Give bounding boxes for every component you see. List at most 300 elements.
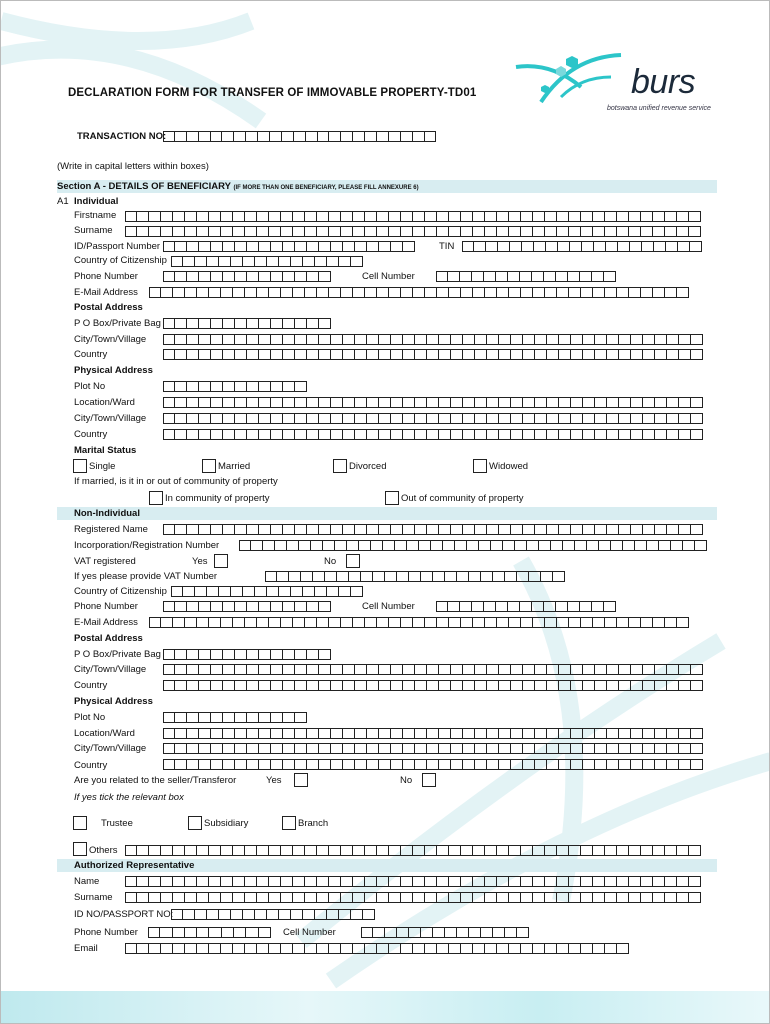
char-box[interactable] — [185, 226, 197, 237]
char-box[interactable] — [187, 601, 199, 612]
char-box[interactable] — [221, 845, 233, 856]
char-box[interactable] — [557, 211, 569, 222]
char-box[interactable] — [535, 664, 547, 675]
char-box[interactable] — [403, 397, 415, 408]
char-box[interactable] — [691, 413, 703, 424]
char-box[interactable] — [607, 413, 619, 424]
char-box[interactable] — [258, 131, 270, 142]
char-box[interactable] — [517, 927, 529, 938]
char-box[interactable] — [222, 927, 234, 938]
char-box[interactable] — [607, 759, 619, 770]
char-box[interactable] — [183, 586, 195, 597]
char-box[interactable] — [259, 413, 271, 424]
char-box[interactable] — [289, 571, 301, 582]
char-box[interactable] — [329, 892, 341, 903]
char-box[interactable] — [259, 349, 271, 360]
char-box[interactable] — [279, 909, 291, 920]
char-box[interactable] — [391, 429, 403, 440]
char-box[interactable] — [497, 876, 509, 887]
char-box[interactable] — [137, 876, 149, 887]
char-box[interactable] — [451, 429, 463, 440]
char-box[interactable] — [307, 524, 319, 535]
char-box[interactable] — [475, 334, 487, 345]
char-box[interactable] — [353, 211, 365, 222]
char-box[interactable] — [283, 397, 295, 408]
char-box[interactable] — [163, 664, 175, 675]
char-box[interactable] — [281, 287, 293, 298]
char-box[interactable] — [607, 349, 619, 360]
char-box[interactable] — [533, 287, 545, 298]
char-box[interactable] — [361, 571, 373, 582]
char-box[interactable] — [539, 540, 551, 551]
char-box[interactable] — [319, 601, 331, 612]
char-box[interactable] — [163, 743, 175, 754]
char-box[interactable] — [521, 617, 533, 628]
char-box[interactable] — [593, 226, 605, 237]
char-box[interactable] — [619, 743, 631, 754]
char-box[interactable] — [271, 601, 283, 612]
char-box[interactable] — [689, 845, 701, 856]
char-box[interactable] — [497, 845, 509, 856]
char-box[interactable] — [307, 680, 319, 691]
char-box[interactable] — [211, 664, 223, 675]
char-box[interactable] — [355, 397, 367, 408]
others-checkbox[interactable] — [73, 842, 87, 856]
char-box[interactable] — [583, 728, 595, 739]
char-box[interactable] — [293, 845, 305, 856]
char-box[interactable] — [617, 287, 629, 298]
char-box[interactable] — [617, 892, 629, 903]
char-box[interactable] — [583, 524, 595, 535]
char-box[interactable] — [295, 524, 307, 535]
char-box[interactable] — [425, 617, 437, 628]
surname-boxes[interactable] — [125, 226, 701, 237]
char-box[interactable] — [377, 876, 389, 887]
char-box[interactable] — [581, 226, 593, 237]
char-box[interactable] — [641, 617, 653, 628]
char-box[interactable] — [415, 680, 427, 691]
char-box[interactable] — [401, 131, 413, 142]
char-box[interactable] — [484, 601, 496, 612]
char-box[interactable] — [317, 226, 329, 237]
char-box[interactable] — [353, 876, 365, 887]
related-yes-checkbox[interactable] — [294, 773, 308, 787]
char-box[interactable] — [307, 601, 319, 612]
char-box[interactable] — [403, 524, 415, 535]
char-box[interactable] — [431, 540, 443, 551]
char-box[interactable] — [533, 876, 545, 887]
char-box[interactable] — [509, 876, 521, 887]
char-box[interactable] — [367, 413, 379, 424]
char-box[interactable] — [689, 211, 701, 222]
char-box[interactable] — [295, 318, 307, 329]
char-box[interactable] — [331, 429, 343, 440]
char-box[interactable] — [137, 943, 149, 954]
char-box[interactable] — [379, 680, 391, 691]
char-box[interactable] — [163, 241, 175, 252]
char-box[interactable] — [415, 759, 427, 770]
char-box[interactable] — [595, 397, 607, 408]
char-box[interactable] — [533, 892, 545, 903]
char-box[interactable] — [247, 381, 259, 392]
char-box[interactable] — [389, 617, 401, 628]
char-box[interactable] — [437, 892, 449, 903]
char-box[interactable] — [557, 617, 569, 628]
char-box[interactable] — [415, 349, 427, 360]
char-box[interactable] — [451, 664, 463, 675]
char-box[interactable] — [545, 943, 557, 954]
char-box[interactable] — [581, 943, 593, 954]
char-box[interactable] — [604, 601, 616, 612]
char-box[interactable] — [595, 680, 607, 691]
char-box[interactable] — [233, 876, 245, 887]
char-box[interactable] — [472, 601, 484, 612]
char-box[interactable] — [395, 540, 407, 551]
char-box[interactable] — [173, 876, 185, 887]
char-box[interactable] — [544, 271, 556, 282]
char-box[interactable] — [570, 241, 582, 252]
char-box[interactable] — [365, 287, 377, 298]
char-box[interactable] — [235, 664, 247, 675]
char-box[interactable] — [475, 743, 487, 754]
char-box[interactable] — [605, 876, 617, 887]
char-box[interactable] — [307, 759, 319, 770]
char-box[interactable] — [629, 226, 641, 237]
char-box[interactable] — [125, 943, 137, 954]
char-box[interactable] — [403, 743, 415, 754]
char-box[interactable] — [331, 413, 343, 424]
char-box[interactable] — [389, 131, 401, 142]
char-box[interactable] — [437, 845, 449, 856]
char-box[interactable] — [569, 226, 581, 237]
char-box[interactable] — [187, 759, 199, 770]
char-box[interactable] — [355, 728, 367, 739]
char-box[interactable] — [185, 943, 197, 954]
char-box[interactable] — [595, 524, 607, 535]
char-box[interactable] — [547, 728, 559, 739]
registered-name-boxes[interactable] — [163, 524, 703, 535]
char-box[interactable] — [351, 909, 363, 920]
char-box[interactable] — [223, 241, 235, 252]
char-box[interactable] — [547, 349, 559, 360]
char-box[interactable] — [313, 571, 325, 582]
char-box[interactable] — [667, 524, 679, 535]
char-box[interactable] — [211, 524, 223, 535]
char-box[interactable] — [397, 571, 409, 582]
char-box[interactable] — [175, 728, 187, 739]
char-box[interactable] — [691, 349, 703, 360]
tin-boxes[interactable] — [462, 241, 702, 252]
char-box[interactable] — [532, 601, 544, 612]
char-box[interactable] — [307, 413, 319, 424]
char-box[interactable] — [259, 712, 271, 723]
char-box[interactable] — [517, 571, 529, 582]
char-box[interactable] — [223, 759, 235, 770]
char-box[interactable] — [451, 680, 463, 691]
char-box[interactable] — [497, 211, 509, 222]
char-box[interactable] — [533, 943, 545, 954]
char-box[interactable] — [235, 334, 247, 345]
char-box[interactable] — [439, 397, 451, 408]
char-box[interactable] — [361, 927, 373, 938]
char-box[interactable] — [690, 241, 702, 252]
char-box[interactable] — [511, 397, 523, 408]
char-box[interactable] — [281, 876, 293, 887]
char-box[interactable] — [667, 413, 679, 424]
char-box[interactable] — [533, 211, 545, 222]
ni-email-boxes[interactable] — [149, 617, 689, 628]
char-box[interactable] — [259, 397, 271, 408]
char-box[interactable] — [529, 571, 541, 582]
char-box[interactable] — [532, 271, 544, 282]
char-box[interactable] — [547, 743, 559, 754]
char-box[interactable] — [307, 334, 319, 345]
char-box[interactable] — [583, 413, 595, 424]
char-box[interactable] — [339, 909, 351, 920]
char-box[interactable] — [511, 349, 523, 360]
char-box[interactable] — [389, 211, 401, 222]
phone-boxes[interactable] — [163, 271, 331, 282]
char-box[interactable] — [499, 664, 511, 675]
char-box[interactable] — [677, 287, 689, 298]
char-box[interactable] — [439, 413, 451, 424]
char-box[interactable] — [247, 334, 259, 345]
char-box[interactable] — [425, 226, 437, 237]
char-box[interactable] — [163, 334, 175, 345]
char-box[interactable] — [631, 664, 643, 675]
char-box[interactable] — [319, 664, 331, 675]
char-box[interactable] — [245, 943, 257, 954]
char-box[interactable] — [319, 349, 331, 360]
char-box[interactable] — [493, 571, 505, 582]
char-box[interactable] — [485, 943, 497, 954]
char-box[interactable] — [485, 617, 497, 628]
char-box[interactable] — [643, 334, 655, 345]
char-box[interactable] — [379, 759, 391, 770]
char-box[interactable] — [329, 943, 341, 954]
char-box[interactable] — [235, 271, 247, 282]
char-box[interactable] — [185, 892, 197, 903]
char-box[interactable] — [547, 664, 559, 675]
char-box[interactable] — [509, 892, 521, 903]
char-box[interactable] — [583, 349, 595, 360]
char-box[interactable] — [281, 845, 293, 856]
char-box[interactable] — [619, 759, 631, 770]
char-box[interactable] — [391, 664, 403, 675]
char-box[interactable] — [223, 397, 235, 408]
char-box[interactable] — [279, 586, 291, 597]
char-box[interactable] — [497, 617, 509, 628]
char-box[interactable] — [211, 131, 223, 142]
char-box[interactable] — [547, 429, 559, 440]
char-box[interactable] — [535, 429, 547, 440]
char-box[interactable] — [666, 241, 678, 252]
char-box[interactable] — [619, 413, 631, 424]
char-box[interactable] — [425, 131, 437, 142]
char-box[interactable] — [149, 876, 161, 887]
char-box[interactable] — [247, 680, 259, 691]
char-box[interactable] — [472, 271, 484, 282]
char-box[interactable] — [599, 540, 611, 551]
char-box[interactable] — [391, 334, 403, 345]
char-box[interactable] — [175, 712, 187, 723]
char-box[interactable] — [593, 943, 605, 954]
city2-boxes[interactable] — [163, 413, 703, 424]
char-box[interactable] — [606, 241, 618, 252]
char-box[interactable] — [487, 397, 499, 408]
char-box[interactable] — [283, 728, 295, 739]
char-box[interactable] — [509, 211, 521, 222]
char-box[interactable] — [467, 540, 479, 551]
char-box[interactable] — [311, 540, 323, 551]
char-box[interactable] — [691, 397, 703, 408]
char-box[interactable] — [451, 524, 463, 535]
char-box[interactable] — [171, 909, 183, 920]
char-box[interactable] — [427, 759, 439, 770]
char-box[interactable] — [367, 524, 379, 535]
char-box[interactable] — [247, 743, 259, 754]
char-box[interactable] — [534, 241, 546, 252]
char-box[interactable] — [631, 334, 643, 345]
char-box[interactable] — [331, 728, 343, 739]
char-box[interactable] — [463, 524, 475, 535]
char-box[interactable] — [655, 413, 667, 424]
char-box[interactable] — [279, 256, 291, 267]
char-box[interactable] — [303, 256, 315, 267]
char-box[interactable] — [148, 927, 160, 938]
char-box[interactable] — [551, 540, 563, 551]
char-box[interactable] — [520, 271, 532, 282]
char-box[interactable] — [580, 601, 592, 612]
char-box[interactable] — [425, 287, 437, 298]
char-box[interactable] — [221, 211, 233, 222]
char-box[interactable] — [667, 334, 679, 345]
char-box[interactable] — [199, 241, 211, 252]
ni-citizenship-boxes[interactable] — [171, 586, 363, 597]
char-box[interactable] — [451, 728, 463, 739]
char-box[interactable] — [235, 241, 247, 252]
char-box[interactable] — [655, 728, 667, 739]
char-box[interactable] — [665, 226, 677, 237]
char-box[interactable] — [485, 845, 497, 856]
char-box[interactable] — [365, 845, 377, 856]
char-box[interactable] — [631, 397, 643, 408]
char-box[interactable] — [557, 226, 569, 237]
char-box[interactable] — [271, 241, 283, 252]
char-box[interactable] — [243, 586, 255, 597]
plot-boxes[interactable] — [163, 381, 307, 392]
char-box[interactable] — [175, 413, 187, 424]
char-box[interactable] — [547, 524, 559, 535]
char-box[interactable] — [199, 601, 211, 612]
char-box[interactable] — [271, 664, 283, 675]
char-box[interactable] — [223, 318, 235, 329]
char-box[interactable] — [175, 271, 187, 282]
char-box[interactable] — [305, 226, 317, 237]
char-box[interactable] — [547, 413, 559, 424]
auth-name-boxes[interactable] — [125, 876, 701, 887]
char-box[interactable] — [691, 334, 703, 345]
char-box[interactable] — [247, 664, 259, 675]
char-box[interactable] — [691, 429, 703, 440]
char-box[interactable] — [377, 943, 389, 954]
char-box[interactable] — [569, 892, 581, 903]
char-box[interactable] — [317, 845, 329, 856]
char-box[interactable] — [223, 271, 235, 282]
char-box[interactable] — [343, 349, 355, 360]
char-box[interactable] — [183, 256, 195, 267]
char-box[interactable] — [163, 728, 175, 739]
char-box[interactable] — [595, 664, 607, 675]
char-box[interactable] — [487, 413, 499, 424]
char-box[interactable] — [175, 429, 187, 440]
char-box[interactable] — [199, 759, 211, 770]
char-box[interactable] — [233, 845, 245, 856]
char-box[interactable] — [343, 524, 355, 535]
char-box[interactable] — [389, 892, 401, 903]
char-box[interactable] — [485, 211, 497, 222]
char-box[interactable] — [173, 287, 185, 298]
char-box[interactable] — [255, 586, 267, 597]
char-box[interactable] — [619, 680, 631, 691]
char-box[interactable] — [379, 429, 391, 440]
char-box[interactable] — [343, 728, 355, 739]
char-box[interactable] — [511, 524, 523, 535]
char-box[interactable] — [269, 617, 281, 628]
char-box[interactable] — [427, 429, 439, 440]
char-box[interactable] — [391, 413, 403, 424]
char-box[interactable] — [631, 743, 643, 754]
char-box[interactable] — [239, 540, 251, 551]
char-box[interactable] — [343, 334, 355, 345]
char-box[interactable] — [259, 927, 271, 938]
char-box[interactable] — [305, 617, 317, 628]
char-box[interactable] — [187, 743, 199, 754]
char-box[interactable] — [269, 892, 281, 903]
char-box[interactable] — [463, 728, 475, 739]
char-box[interactable] — [583, 743, 595, 754]
char-box[interactable] — [223, 649, 235, 660]
char-box[interactable] — [520, 601, 532, 612]
char-box[interactable] — [219, 256, 231, 267]
char-box[interactable] — [331, 397, 343, 408]
single-checkbox[interactable] — [73, 459, 87, 473]
char-box[interactable] — [571, 743, 583, 754]
char-box[interactable] — [209, 845, 221, 856]
char-box[interactable] — [413, 617, 425, 628]
char-box[interactable] — [457, 571, 469, 582]
char-box[interactable] — [679, 664, 691, 675]
char-box[interactable] — [571, 429, 583, 440]
char-box[interactable] — [175, 601, 187, 612]
char-box[interactable] — [629, 845, 641, 856]
char-box[interactable] — [199, 680, 211, 691]
ni-cell-boxes[interactable] — [436, 601, 616, 612]
char-box[interactable] — [559, 413, 571, 424]
char-box[interactable] — [149, 943, 161, 954]
char-box[interactable] — [448, 271, 460, 282]
char-box[interactable] — [295, 728, 307, 739]
char-box[interactable] — [271, 712, 283, 723]
char-box[interactable] — [509, 617, 521, 628]
char-box[interactable] — [389, 876, 401, 887]
char-box[interactable] — [187, 680, 199, 691]
char-box[interactable] — [469, 571, 481, 582]
char-box[interactable] — [293, 876, 305, 887]
char-box[interactable] — [283, 601, 295, 612]
char-box[interactable] — [665, 876, 677, 887]
char-box[interactable] — [243, 909, 255, 920]
